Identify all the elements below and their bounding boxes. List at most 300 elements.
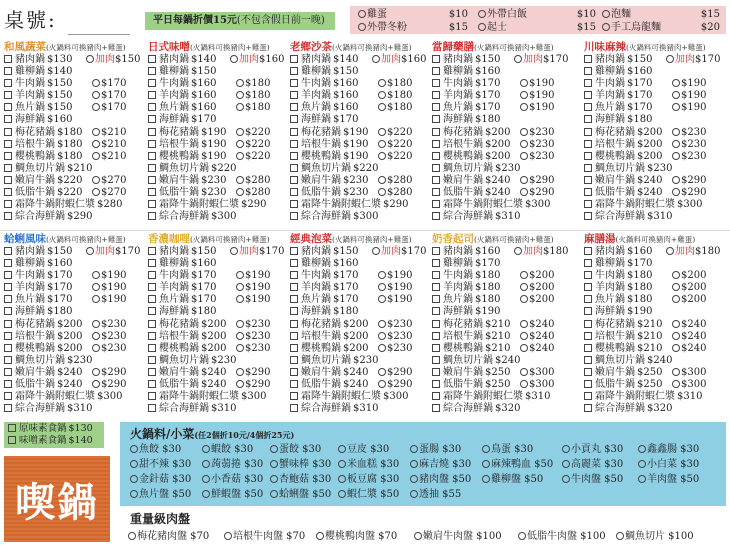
radio-icon[interactable]: [270, 445, 278, 453]
menu-item[interactable]: [432, 391, 574, 403]
menu-item[interactable]: [432, 151, 574, 163]
checkbox-icon[interactable]: [584, 344, 592, 352]
radio-icon[interactable]: [236, 176, 244, 184]
radio-icon[interactable]: [236, 188, 244, 196]
radio-icon[interactable]: [514, 55, 522, 63]
menu-item[interactable]: [4, 175, 146, 187]
menu-item[interactable]: [148, 90, 290, 102]
checkbox-icon[interactable]: [148, 271, 156, 279]
menu-item[interactable]: [290, 139, 432, 151]
radio-icon[interactable]: [616, 532, 624, 540]
addon-option[interactable]: [520, 90, 554, 102]
menu-item[interactable]: [290, 78, 432, 90]
checkbox-icon[interactable]: [432, 176, 440, 184]
addon-option[interactable]: [520, 379, 554, 391]
menu-item[interactable]: [290, 379, 432, 391]
checkbox-icon[interactable]: [432, 212, 440, 220]
checkbox-icon[interactable]: [4, 368, 12, 376]
menu-item[interactable]: [432, 319, 574, 331]
addon-item[interactable]: [338, 489, 399, 501]
radio-icon[interactable]: [86, 247, 94, 255]
addon-item[interactable]: [270, 489, 331, 501]
radio-icon[interactable]: [372, 55, 380, 63]
checkbox-icon[interactable]: [432, 79, 440, 87]
menu-item[interactable]: [148, 306, 290, 318]
addon-option[interactable]: [520, 78, 554, 90]
extra-item[interactable]: [602, 21, 720, 34]
premium-item[interactable]: [316, 527, 397, 542]
radio-icon[interactable]: [672, 295, 680, 303]
radio-icon[interactable]: [520, 91, 528, 99]
radio-icon[interactable]: [270, 475, 278, 483]
radio-icon[interactable]: [236, 152, 244, 160]
radio-icon[interactable]: [202, 490, 210, 498]
radio-icon[interactable]: [514, 247, 522, 255]
menu-item[interactable]: [432, 367, 574, 379]
checkbox-icon[interactable]: [432, 283, 440, 291]
table-number-field[interactable]: [68, 14, 130, 35]
addon-option[interactable]: [520, 175, 554, 187]
menu-item[interactable]: [584, 114, 726, 126]
menu-item[interactable]: [148, 355, 290, 367]
menu-item[interactable]: [432, 403, 574, 415]
radio-icon[interactable]: [520, 332, 528, 340]
checkbox-icon[interactable]: [584, 79, 592, 87]
addon-item[interactable]: [562, 444, 623, 456]
addon-option[interactable]: [378, 90, 412, 102]
addon-option[interactable]: [378, 319, 412, 331]
checkbox-icon[interactable]: [290, 128, 298, 136]
addon-option[interactable]: [672, 379, 706, 391]
addon-option[interactable]: [378, 270, 412, 282]
checkbox-icon[interactable]: [432, 152, 440, 160]
addon-option[interactable]: [86, 54, 140, 66]
checkbox-icon[interactable]: [290, 212, 298, 220]
checkbox-icon[interactable]: [148, 307, 156, 315]
radio-icon[interactable]: [378, 176, 386, 184]
menu-item[interactable]: [4, 367, 146, 379]
checkbox-icon[interactable]: [148, 247, 156, 255]
menu-item[interactable]: [584, 270, 726, 282]
menu-item[interactable]: [432, 331, 574, 343]
radio-icon[interactable]: [236, 295, 244, 303]
radio-icon[interactable]: [672, 344, 680, 352]
addon-option[interactable]: [378, 294, 412, 306]
radio-icon[interactable]: [92, 295, 100, 303]
checkbox-icon[interactable]: [584, 188, 592, 196]
menu-item[interactable]: [148, 187, 290, 199]
menu-item[interactable]: [148, 282, 290, 294]
menu-item[interactable]: [148, 114, 290, 126]
addon-option[interactable]: [236, 282, 270, 294]
addon-option[interactable]: [666, 246, 720, 258]
radio-icon[interactable]: [378, 128, 386, 136]
addon-option[interactable]: [520, 270, 554, 282]
addon-option[interactable]: [92, 90, 126, 102]
addon-option[interactable]: [236, 78, 270, 90]
addon-option[interactable]: [378, 367, 412, 379]
addon-option[interactable]: [672, 127, 706, 139]
checkbox-icon[interactable]: [148, 79, 156, 87]
checkbox-icon[interactable]: [4, 128, 12, 136]
menu-item[interactable]: [148, 343, 290, 355]
menu-item[interactable]: [4, 54, 146, 66]
checkbox-icon[interactable]: [4, 320, 12, 328]
menu-item[interactable]: [432, 66, 574, 78]
addon-option[interactable]: [236, 139, 270, 151]
checkbox-icon[interactable]: [290, 164, 298, 172]
radio-icon[interactable]: [358, 10, 366, 18]
addon-option[interactable]: [236, 90, 270, 102]
addon-option[interactable]: [520, 294, 554, 306]
menu-item[interactable]: [148, 270, 290, 282]
checkbox-icon[interactable]: [148, 55, 156, 63]
radio-icon[interactable]: [236, 140, 244, 148]
radio-icon[interactable]: [92, 188, 100, 196]
radio-icon[interactable]: [378, 368, 386, 376]
checkbox-icon[interactable]: [584, 368, 592, 376]
radio-icon[interactable]: [520, 271, 528, 279]
addon-item[interactable]: [202, 459, 263, 471]
menu-item[interactable]: [432, 187, 574, 199]
addon-option[interactable]: [378, 343, 412, 355]
addon-item[interactable]: [270, 459, 331, 471]
radio-icon[interactable]: [478, 23, 486, 31]
addon-option[interactable]: [236, 294, 270, 306]
addon-option[interactable]: [86, 246, 140, 258]
menu-item[interactable]: [4, 379, 146, 391]
menu-item[interactable]: [432, 114, 574, 126]
checkbox-icon[interactable]: [432, 128, 440, 136]
premium-item[interactable]: [414, 527, 502, 542]
checkbox-icon[interactable]: [4, 140, 12, 148]
addon-option[interactable]: [378, 139, 412, 151]
addon-option[interactable]: [92, 331, 126, 343]
checkbox-icon[interactable]: [584, 115, 592, 123]
radio-icon[interactable]: [92, 332, 100, 340]
checkbox-icon[interactable]: [290, 115, 298, 123]
addon-option[interactable]: [672, 151, 706, 163]
checkbox-icon[interactable]: [432, 356, 440, 364]
radio-icon[interactable]: [520, 283, 528, 291]
radio-icon[interactable]: [92, 271, 100, 279]
checkbox-icon[interactable]: [432, 380, 440, 388]
checkbox-icon[interactable]: [4, 259, 12, 267]
checkbox-icon[interactable]: [432, 247, 440, 255]
menu-item[interactable]: [4, 102, 146, 114]
menu-item[interactable]: [432, 355, 574, 367]
extra-item[interactable]: [602, 8, 720, 21]
menu-item[interactable]: [290, 151, 432, 163]
radio-icon[interactable]: [520, 103, 528, 111]
checkbox-icon[interactable]: [4, 404, 12, 412]
checkbox-icon[interactable]: [148, 164, 156, 172]
menu-item[interactable]: [290, 270, 432, 282]
menu-item[interactable]: [290, 175, 432, 187]
addon-option[interactable]: [236, 127, 270, 139]
menu-item[interactable]: [4, 66, 146, 78]
checkbox-icon[interactable]: [584, 176, 592, 184]
menu-item[interactable]: [148, 379, 290, 391]
addon-option[interactable]: [378, 331, 412, 343]
menu-item[interactable]: [148, 294, 290, 306]
checkbox-icon[interactable]: [584, 247, 592, 255]
menu-item[interactable]: [4, 270, 146, 282]
menu-item[interactable]: [290, 391, 432, 403]
checkbox-icon[interactable]: [4, 115, 12, 123]
addon-item[interactable]: [202, 489, 263, 501]
extra-item[interactable]: [358, 21, 468, 34]
menu-item[interactable]: [4, 127, 146, 139]
addon-option[interactable]: [514, 54, 568, 66]
menu-item[interactable]: [290, 127, 432, 139]
checkbox-icon[interactable]: [4, 200, 12, 208]
addon-option[interactable]: [230, 246, 284, 258]
menu-item[interactable]: [432, 54, 574, 66]
menu-item[interactable]: [148, 66, 290, 78]
menu-item[interactable]: [4, 343, 146, 355]
checkbox-icon[interactable]: [584, 307, 592, 315]
addon-item[interactable]: [338, 459, 399, 471]
radio-icon[interactable]: [410, 475, 418, 483]
addon-option[interactable]: [672, 90, 706, 102]
addon-option[interactable]: [520, 139, 554, 151]
addon-item[interactable]: [562, 459, 623, 471]
checkbox-icon[interactable]: [290, 79, 298, 87]
menu-item[interactable]: [290, 66, 432, 78]
addon-item[interactable]: [338, 474, 399, 486]
menu-item[interactable]: [4, 114, 146, 126]
radio-icon[interactable]: [520, 320, 528, 328]
radio-icon[interactable]: [92, 283, 100, 291]
radio-icon[interactable]: [338, 460, 346, 468]
radio-icon[interactable]: [92, 176, 100, 184]
menu-item[interactable]: [148, 258, 290, 270]
menu-item[interactable]: [148, 175, 290, 187]
checkbox-icon[interactable]: [584, 200, 592, 208]
radio-icon[interactable]: [666, 247, 674, 255]
radio-icon[interactable]: [672, 152, 680, 160]
checkbox-icon[interactable]: [148, 283, 156, 291]
radio-icon[interactable]: [378, 271, 386, 279]
radio-icon[interactable]: [230, 55, 238, 63]
radio-icon[interactable]: [672, 332, 680, 340]
menu-item[interactable]: [148, 151, 290, 163]
addon-option[interactable]: [236, 319, 270, 331]
checkbox-icon[interactable]: [432, 271, 440, 279]
checkbox-icon[interactable]: [148, 176, 156, 184]
checkbox-icon[interactable]: [4, 152, 12, 160]
menu-item[interactable]: [148, 319, 290, 331]
addon-option[interactable]: [230, 54, 284, 66]
menu-item[interactable]: [584, 139, 726, 151]
radio-icon[interactable]: [236, 79, 244, 87]
radio-icon[interactable]: [410, 460, 418, 468]
checkbox-icon[interactable]: [148, 344, 156, 352]
checkbox-icon[interactable]: [584, 295, 592, 303]
radio-icon[interactable]: [518, 532, 526, 540]
checkbox-icon[interactable]: [584, 392, 592, 400]
menu-item[interactable]: [584, 282, 726, 294]
premium-item[interactable]: [518, 527, 606, 542]
checkbox-icon[interactable]: [148, 368, 156, 376]
radio-icon[interactable]: [224, 532, 232, 540]
addon-item[interactable]: [202, 444, 253, 456]
menu-item[interactable]: [584, 90, 726, 102]
menu-item[interactable]: [4, 282, 146, 294]
checkbox-icon[interactable]: [148, 67, 156, 75]
addon-option[interactable]: [92, 343, 126, 355]
menu-item[interactable]: [432, 294, 574, 306]
checkbox-icon[interactable]: [584, 283, 592, 291]
radio-icon[interactable]: [520, 176, 528, 184]
checkbox-icon[interactable]: [290, 283, 298, 291]
addon-item[interactable]: [638, 459, 699, 471]
checkbox-icon[interactable]: [432, 55, 440, 63]
addon-item[interactable]: [410, 459, 471, 471]
addon-option[interactable]: [236, 175, 270, 187]
menu-item[interactable]: [290, 246, 432, 258]
checkbox-icon[interactable]: [290, 356, 298, 364]
radio-icon[interactable]: [520, 295, 528, 303]
radio-icon[interactable]: [236, 320, 244, 328]
checkbox-icon[interactable]: [432, 140, 440, 148]
radio-icon[interactable]: [520, 344, 528, 352]
radio-icon[interactable]: [520, 188, 528, 196]
menu-item[interactable]: [4, 90, 146, 102]
addon-option[interactable]: [520, 102, 554, 114]
menu-item[interactable]: [290, 90, 432, 102]
checkbox-icon[interactable]: [148, 404, 156, 412]
radio-icon[interactable]: [378, 152, 386, 160]
menu-item[interactable]: [290, 199, 432, 211]
menu-item[interactable]: [584, 306, 726, 318]
checkbox-icon[interactable]: [148, 188, 156, 196]
radio-icon[interactable]: [378, 103, 386, 111]
radio-icon[interactable]: [562, 475, 570, 483]
radio-icon[interactable]: [236, 91, 244, 99]
checkbox-icon[interactable]: [4, 283, 12, 291]
addon-item[interactable]: [562, 474, 623, 486]
menu-item[interactable]: [432, 139, 574, 151]
addon-item[interactable]: [482, 459, 553, 471]
addon-option[interactable]: [672, 78, 706, 90]
radio-icon[interactable]: [378, 91, 386, 99]
premium-item[interactable]: [224, 527, 305, 542]
checkbox-icon[interactable]: [148, 259, 156, 267]
menu-item[interactable]: [584, 343, 726, 355]
addon-option[interactable]: [672, 331, 706, 343]
checkbox-icon[interactable]: [4, 307, 12, 315]
addon-option[interactable]: [92, 139, 126, 151]
menu-item[interactable]: [584, 246, 726, 258]
radio-icon[interactable]: [672, 140, 680, 148]
checkbox-icon[interactable]: [290, 332, 298, 340]
radio-icon[interactable]: [410, 490, 418, 498]
checkbox-icon[interactable]: [290, 344, 298, 352]
radio-icon[interactable]: [520, 128, 528, 136]
addon-option[interactable]: [520, 319, 554, 331]
radio-icon[interactable]: [638, 460, 646, 468]
radio-icon[interactable]: [410, 445, 418, 453]
menu-item[interactable]: [432, 199, 574, 211]
radio-icon[interactable]: [378, 295, 386, 303]
addon-option[interactable]: [92, 151, 126, 163]
menu-item[interactable]: [4, 331, 146, 343]
menu-item[interactable]: [290, 403, 432, 415]
menu-item[interactable]: [148, 331, 290, 343]
addon-option[interactable]: [92, 294, 126, 306]
radio-icon[interactable]: [562, 460, 570, 468]
addon-option[interactable]: [378, 151, 412, 163]
addon-option[interactable]: [92, 78, 126, 90]
menu-item[interactable]: [148, 102, 290, 114]
radio-icon[interactable]: [520, 380, 528, 388]
menu-item[interactable]: [584, 379, 726, 391]
radio-icon[interactable]: [236, 128, 244, 136]
menu-item[interactable]: [4, 258, 146, 270]
menu-item[interactable]: [148, 403, 290, 415]
menu-item[interactable]: [4, 403, 146, 415]
menu-item[interactable]: [148, 54, 290, 66]
radio-icon[interactable]: [378, 320, 386, 328]
radio-icon[interactable]: [672, 320, 680, 328]
addon-option[interactable]: [520, 187, 554, 199]
checkbox-icon[interactable]: [290, 55, 298, 63]
checkbox-icon[interactable]: [584, 259, 592, 267]
radio-icon[interactable]: [378, 332, 386, 340]
checkbox-icon[interactable]: [4, 392, 12, 400]
radio-icon[interactable]: [202, 460, 210, 468]
checkbox-icon[interactable]: [432, 200, 440, 208]
radio-icon[interactable]: [338, 445, 346, 453]
menu-item[interactable]: [432, 379, 574, 391]
radio-icon[interactable]: [236, 332, 244, 340]
radio-icon[interactable]: [672, 283, 680, 291]
addon-option[interactable]: [520, 127, 554, 139]
radio-icon[interactable]: [358, 23, 366, 31]
radio-icon[interactable]: [230, 247, 238, 255]
addon-item[interactable]: [410, 474, 471, 486]
checkbox-icon[interactable]: [584, 128, 592, 136]
checkbox-icon[interactable]: [148, 332, 156, 340]
checkbox-icon[interactable]: [4, 67, 12, 75]
menu-item[interactable]: [4, 294, 146, 306]
addon-option[interactable]: [236, 187, 270, 199]
menu-item[interactable]: [4, 319, 146, 331]
radio-icon[interactable]: [520, 368, 528, 376]
addon-option[interactable]: [236, 379, 270, 391]
menu-item[interactable]: [432, 127, 574, 139]
menu-item[interactable]: [290, 258, 432, 270]
addon-option[interactable]: [236, 102, 270, 114]
menu-item[interactable]: [584, 403, 726, 415]
radio-icon[interactable]: [92, 103, 100, 111]
addon-option[interactable]: [520, 331, 554, 343]
addon-option[interactable]: [672, 294, 706, 306]
radio-icon[interactable]: [378, 188, 386, 196]
menu-item[interactable]: [290, 102, 432, 114]
radio-icon[interactable]: [92, 152, 100, 160]
addon-option[interactable]: [92, 102, 126, 114]
menu-item[interactable]: [432, 211, 574, 223]
radio-icon[interactable]: [202, 475, 210, 483]
menu-item[interactable]: [432, 343, 574, 355]
checkbox-icon[interactable]: [584, 332, 592, 340]
radio-icon[interactable]: [520, 140, 528, 148]
addon-option[interactable]: [92, 282, 126, 294]
radio-icon[interactable]: [666, 55, 674, 63]
